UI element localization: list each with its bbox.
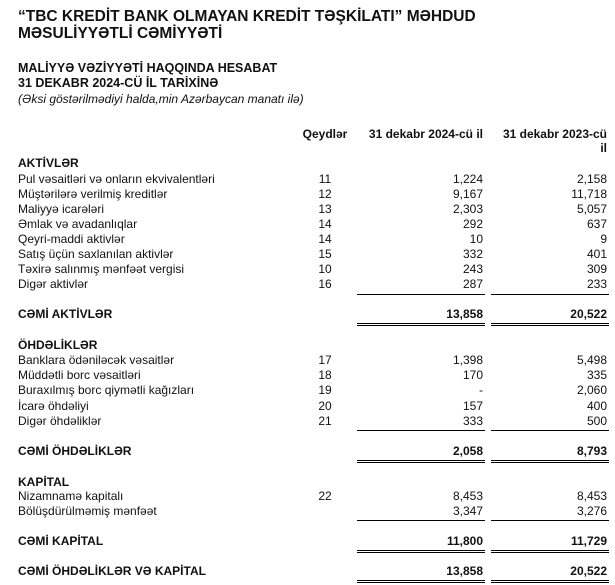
- row-value-2024: 8,453: [452, 489, 483, 503]
- total-value-2024: 2,058: [452, 444, 483, 458]
- assets-total-row: [0, 307, 615, 322]
- liabilities-subtotal-rule: [491, 430, 609, 431]
- row-note-ref: 11: [318, 172, 332, 186]
- total-value-2024: 13,858: [446, 307, 483, 321]
- table-row: [0, 277, 615, 292]
- table-row: [0, 368, 615, 383]
- row-note-ref: 17: [318, 353, 332, 367]
- row-value-2024: 1,224: [452, 172, 483, 186]
- row-note-ref: 14: [318, 217, 332, 231]
- liabilities-total-double-rule: [357, 460, 485, 463]
- row-value-2024: 10: [469, 232, 483, 246]
- row-value-2023: 5,057: [576, 202, 607, 216]
- report-title: MALİYYƏ VƏZİYYƏTİ HAQQINDA HESABAT: [18, 61, 278, 75]
- table-row: [0, 172, 615, 187]
- row-value-2023: 401: [586, 247, 607, 261]
- equity-total-row: [0, 534, 615, 549]
- assets-subtotal-rule: [357, 294, 485, 295]
- grand-total-value-2023: 20,522: [570, 564, 607, 578]
- total-value-2023: 20,522: [570, 307, 607, 321]
- row-value-2023: 8,453: [576, 489, 607, 503]
- table-row: [0, 414, 615, 429]
- row-value-2024: 292: [462, 217, 483, 231]
- currency-note: (Əksi göstərilmədiyi halda,min Azərbaycan manatı ilə): [18, 92, 304, 106]
- grand-total-double-rule: [357, 580, 485, 583]
- row-note-ref: 16: [318, 277, 332, 291]
- row-value-2024: 170: [462, 368, 483, 383]
- row-note-ref: 20: [318, 398, 332, 413]
- grand-total-label: CƏMİ ÖHDƏLİKLƏR VƏ KAPİTAL: [18, 564, 206, 578]
- row-note-ref: 19: [318, 383, 332, 398]
- row-value-2023: 5,498: [576, 353, 607, 367]
- row-note-ref: 14: [318, 232, 332, 246]
- row-value-2024: 287: [462, 277, 483, 291]
- company-name-line2: MƏSULİYYƏTLİ CƏMİYYƏTİ: [18, 25, 223, 42]
- row-value-2023: 2,158: [576, 172, 607, 186]
- row-note-ref: 18: [318, 368, 332, 383]
- column-header-2023-line2: il: [600, 141, 607, 155]
- equity-subtotal-rule: [357, 520, 485, 521]
- row-label: Maliyyə icarələri: [18, 202, 105, 216]
- row-note-ref: 13: [318, 202, 332, 216]
- liabilities-total-double-rule: [491, 460, 609, 463]
- row-note-ref: 10: [318, 262, 332, 276]
- grand-total-double-rule: [491, 580, 609, 583]
- row-label: Əmlak və avadanlıqlar: [18, 217, 138, 231]
- row-value-2023: 233: [586, 277, 607, 291]
- row-value-2024: 332: [462, 247, 483, 261]
- assets-total-double-rule: [491, 323, 609, 326]
- row-value-2023: 500: [586, 413, 607, 428]
- liabilities-subtotal-rule: [357, 430, 485, 431]
- row-value-2024: 157: [462, 398, 483, 413]
- assets-total-double-rule: [357, 323, 485, 326]
- row-value-2023: 637: [586, 217, 607, 231]
- row-label: Satış üçün saxlanılan aktivlər: [18, 247, 174, 261]
- row-label: Müştərilərə verilmiş kreditlər: [18, 187, 168, 201]
- row-note-ref: 22: [318, 489, 332, 503]
- assets-heading: AKTİVLƏR: [18, 156, 79, 170]
- row-note-ref: 15: [318, 247, 332, 261]
- grand-total-value-2024: 13,858: [446, 564, 483, 578]
- table-row: [0, 247, 615, 262]
- report-date: 31 DEKABR 2024-CÜ İL TARİXİNƏ: [18, 76, 219, 90]
- table-row: [0, 187, 615, 202]
- row-value-2023: 2,060: [576, 383, 607, 398]
- row-value-2024: -: [479, 383, 483, 398]
- total-value-2024: 11,800: [446, 534, 483, 548]
- row-label: İcarə öhdəliyi: [18, 398, 89, 413]
- assets-subtotal-rule: [491, 294, 609, 295]
- table-row: [0, 232, 615, 247]
- equity-total-double-rule: [357, 550, 485, 553]
- table-row: [0, 504, 615, 519]
- table-row: [0, 399, 615, 414]
- equity-subtotal-rule: [491, 520, 609, 521]
- row-value-2024: 333: [462, 413, 483, 428]
- total-label: CƏMİ KAPİTAL: [18, 534, 104, 548]
- row-label: Bölüşdürülməmiş mənfəət: [18, 504, 157, 518]
- table-row: [0, 202, 615, 217]
- row-value-2024: 2,303: [452, 202, 483, 216]
- row-value-2023: 309: [586, 262, 607, 276]
- grand-total-row: [0, 564, 615, 579]
- table-row: [0, 262, 615, 277]
- row-label: Digər öhdəliklər: [18, 413, 102, 428]
- notes-column-header: Qeydlər: [302, 127, 348, 141]
- equity-total-double-rule: [491, 550, 609, 553]
- row-value-2024: 243: [462, 262, 483, 276]
- table-row: [0, 353, 615, 368]
- table-row: [0, 383, 615, 398]
- row-label: Buraxılmış borc qiymətli kağızları: [18, 383, 195, 398]
- table-row: [0, 489, 615, 504]
- row-value-2024: 1,398: [452, 353, 483, 367]
- row-value-2024: 9,167: [452, 187, 483, 201]
- liabilities-total-row: [0, 444, 615, 459]
- row-label: Təxirə salınmış mənfəət vergisi: [18, 262, 185, 276]
- row-label: Pul vəsaitləri və onların ekvivalentləri: [18, 172, 215, 186]
- row-label: Müddətli borc vəsaitləri: [18, 368, 141, 383]
- liabilities-heading: ÖHDƏLİKLƏR: [18, 338, 98, 352]
- row-value-2023: 3,276: [576, 504, 607, 518]
- company-name-line1: “TBC KREDİT BANK OLMAYAN KREDİT TƏŞKİLATI” MƏHDUD: [18, 8, 476, 25]
- row-note-ref: 12: [318, 187, 332, 201]
- total-value-2023: 11,729: [570, 534, 607, 548]
- total-label: CƏMİ AKTİVLƏR: [18, 307, 113, 321]
- row-value-2024: 3,347: [452, 504, 483, 518]
- row-label: Nizamnamə kapitalı: [18, 489, 124, 503]
- row-value-2023: 11,718: [571, 187, 607, 201]
- total-label: CƏMİ ÖHDƏLİKLƏR: [18, 444, 132, 458]
- column-header-2023: 31 dekabr 2023-cü: [502, 127, 607, 141]
- total-value-2023: 8,793: [576, 444, 607, 458]
- row-value-2023: 335: [586, 368, 607, 383]
- row-value-2023: 400: [586, 398, 607, 413]
- equity-heading: KAPİTAL: [18, 475, 70, 489]
- column-header-2024: 31 dekabr 2024-cü il: [368, 127, 483, 141]
- row-value-2023: 9: [600, 232, 607, 246]
- row-label: Banklara ödəniləcək vəsaitlər: [18, 353, 175, 367]
- row-label: Qeyri-maddi aktivlər: [18, 232, 125, 246]
- table-row: [0, 217, 615, 232]
- row-label: Digər aktivlər: [18, 277, 89, 291]
- row-note-ref: 21: [318, 413, 332, 428]
